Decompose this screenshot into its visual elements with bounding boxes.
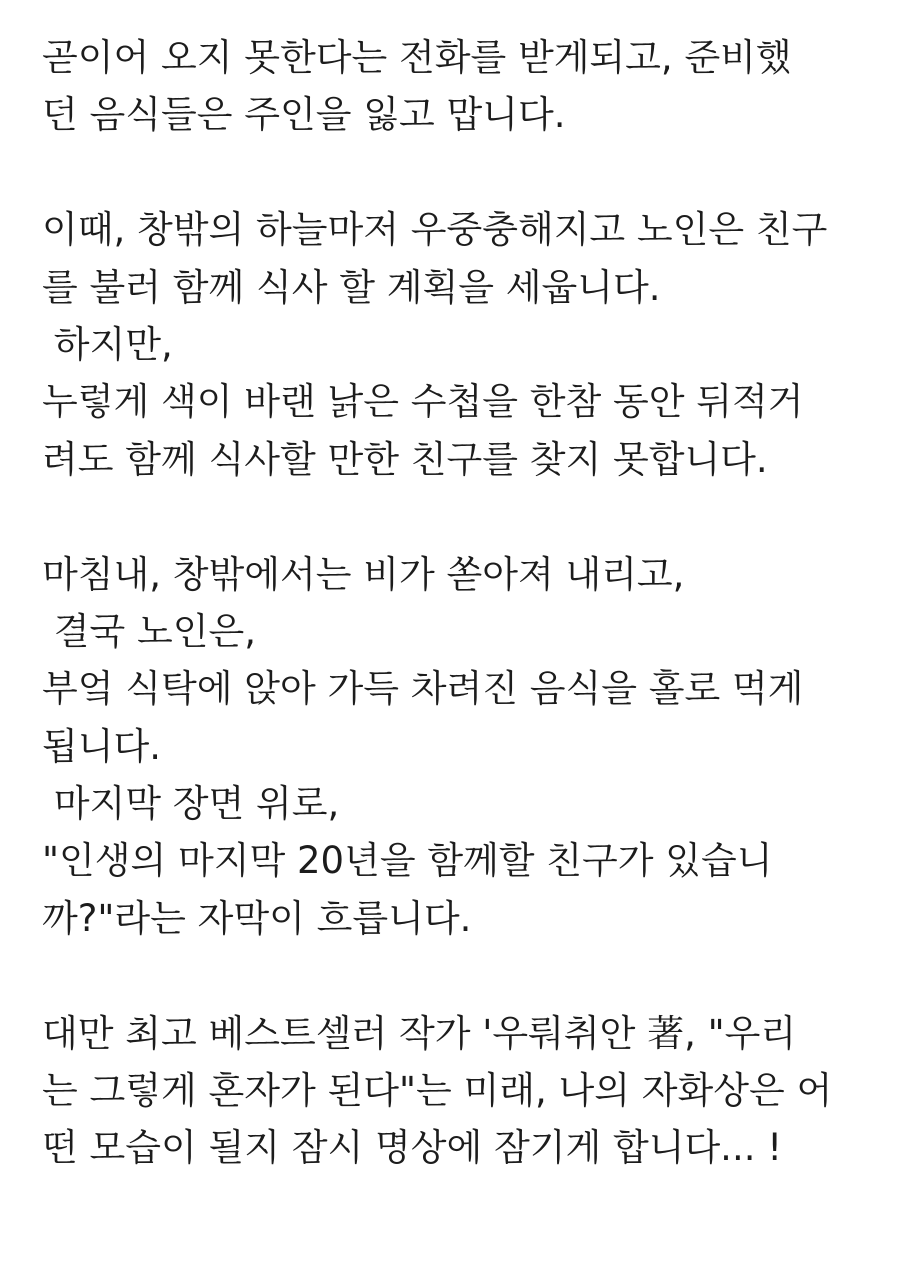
- paragraph-3: [42, 546, 882, 948]
- text-line: 곧이어 오지 못한다는 전화를 받게되고, 준비했: [42, 36, 792, 79]
- text-line: 됩니다.: [42, 724, 161, 768]
- text-line: "인생의 마지막 20년을 함께할 친구가 있습니: [42, 839, 773, 883]
- paragraph-spacer: [42, 144, 882, 201]
- text-line: 를 불러 함께 식사 할 계획을 세웁니다.: [42, 265, 661, 309]
- text-line: 마침내, 창밖에서는 비가 쏟아져 내리고,: [42, 552, 685, 596]
- text-line: 던 음식들은 주인을 잃고 맙니다.: [42, 93, 566, 137]
- text-line: 는 그렇게 혼자가 된다"는 미래, 나의 자화상은 어: [42, 1069, 833, 1113]
- text-line: 려도 함께 식사할 만한 친구를 찾지 못합니다.: [42, 437, 768, 481]
- text-line: 마지막 장면 위로,: [42, 782, 340, 826]
- paragraph-spacer: [42, 488, 882, 545]
- text-line: 까?"라는 자막이 흐릅니다.: [42, 896, 472, 940]
- text-line: 누렇게 색이 바랜 낡은 수첩을 한참 동안 뒤적거: [42, 380, 804, 424]
- text-line: 이때, 창밖의 하늘마저 우중충해지고 노인은 친구: [42, 208, 828, 252]
- text-line: 떤 모습이 될지 잠시 명상에 잠기게 합니다... !: [42, 1126, 783, 1170]
- text-line: 하지만,: [42, 322, 173, 366]
- text-line: 대만 최고 베스트셀러 작가 '우뤄취안 著, "우리: [42, 1011, 797, 1055]
- article-text: [42, 29, 882, 1177]
- text-line: 결국 노인은,: [42, 609, 256, 653]
- text-line: 부엌 식탁에 앉아 가득 차려진 음식을 홀로 먹게: [42, 667, 804, 711]
- paragraph-2: [42, 201, 882, 488]
- paragraph-spacer: [42, 947, 882, 1004]
- paragraph-1: [42, 29, 882, 144]
- paragraph-4: [42, 1005, 882, 1177]
